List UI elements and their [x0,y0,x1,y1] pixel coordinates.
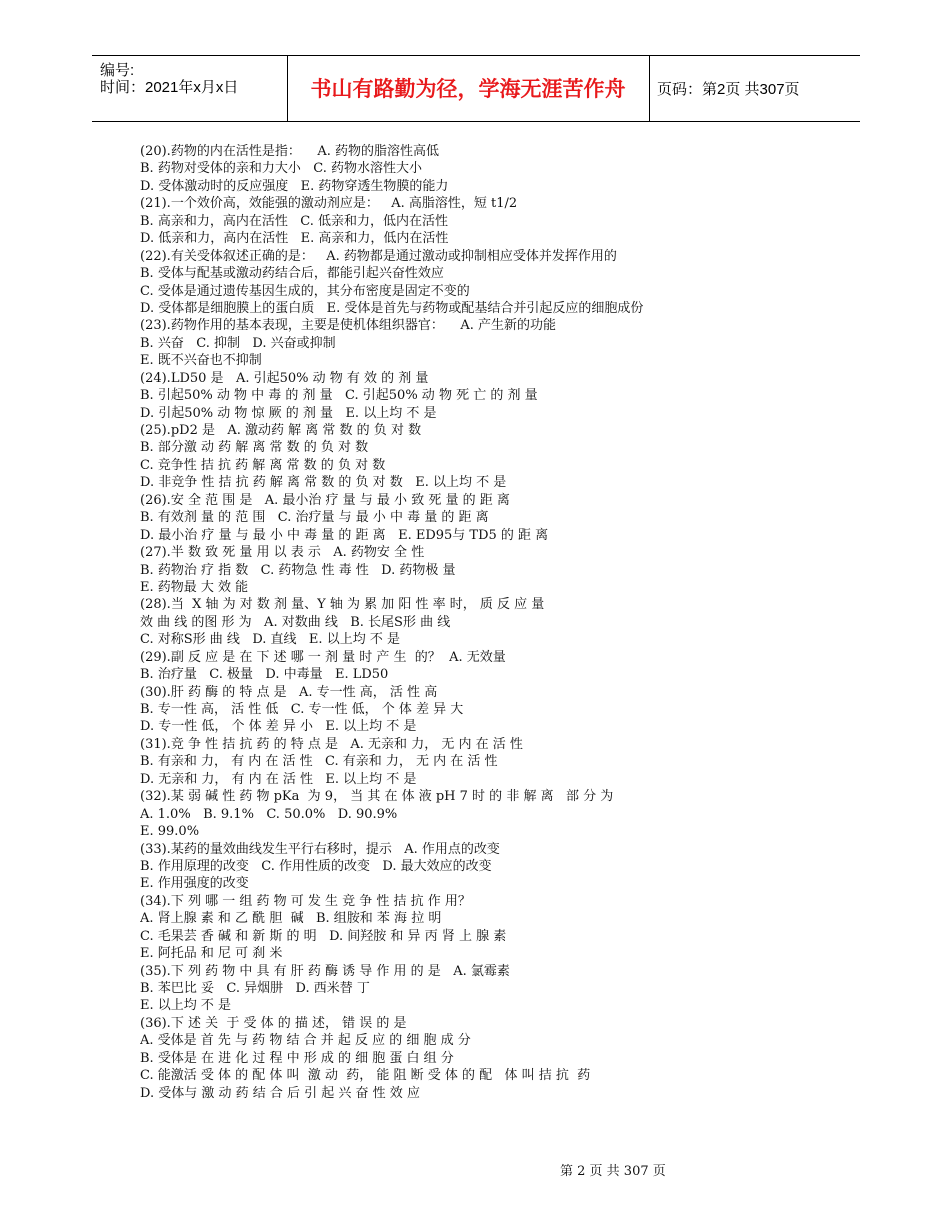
text-line: C. 毛果芸 香 碱 和 新 斯 的 明 D. 间羟胺 和 异 丙 肾 上 腺 素 [140,928,507,944]
text-line: E. 以上均 不 是 [140,998,232,1014]
text-line: (22).有关受体叙述正确的是： A. 药物都是通过激动或抑制相应受体并发挥作用的 [140,248,617,264]
header-page-label: 页码：第2页 共307页 [657,81,800,98]
text-line: B. 药物对受体的亲和力大小 C. 药物水溶性大小 [140,161,422,177]
text-line: B. 高亲和力，高内在活性 C. 低亲和力，低内在活性 [140,213,448,229]
text-line: (25).pD2 是 A. 激动药 解 离 常 数 的 负 对 数 [140,423,422,438]
text-line: C. 能激活 受 体 的 配 体 叫 激 动 药， 能 阻 断 受 体 的 配 体 叫 拮 抗 药 [140,1068,591,1084]
text-line: A. 肾上腺 素 和 乙 酰 胆 碱 B. 组胺和 苯 海 拉 明 [140,911,442,927]
header-divider-right [649,56,650,122]
text-line: B. 有亲和 力， 有 内 在 活 性 C. 有亲和 力， 无 内 在 活 性 [140,754,498,770]
text-line: A. 受体是 首 先 与 药 物 结 合 并 起 反 应 的 细 胞 成 分 [140,1033,471,1049]
text-line: D. 受体都是细胞膜上的蛋白质 E. 受体是首先与药物或配基结合并引起反应的细胞成份 [140,300,644,316]
page-footer: 第 2 页 共 307 页 [560,1164,666,1179]
text-line: D. 引起50% 动 物 惊 厥 的 剂 量 E. 以上均 不 是 [140,405,437,421]
text-line: B. 受体是 在 进 化 过 程 中 形 成 的 细 胞 蛋 白 组 分 [140,1050,454,1066]
text-line: (34).下 列 哪 一 组 药 物 可 发 生 竞 争 性 拮 抗 作 用？ [140,893,471,909]
text-line: C. 对称S形 曲 线 D. 直线 E. 以上均 不 是 [140,632,400,648]
text-line: B. 治疗量 C. 极量 D. 中毒量 E. LD50 [140,667,389,683]
text-line: (30).肝 药 酶 的 特 点 是 A. 专一性 高， 活 性 高 [140,684,438,700]
text-line: D. 最小治 疗 量 与 最 小 中 毒 量 的 距 离 E. ED95与 TD5 的 距 离 [140,527,549,543]
text-line: B. 苯巴比 妥 C. 异烟肼 D. 西米替 丁 [140,981,370,996]
text-line: (20).药物的内在活性是指： A. 药物的脂溶性高低 [140,144,440,159]
text-line: E. 阿托品 和 尼 可 刹 米 [140,946,283,962]
text-line: D. 低亲和力，高内在活性 E. 高亲和力，低内在活性 [140,231,449,247]
text-line: B. 部分激 动 药 解 离 常 数 的 负 对 数 [140,440,369,456]
text-line: (28).当 X 轴 为 对 数 剂 量、Y 轴 为 累 加 阳 性 率 时， 质 反 应 量 [140,597,545,613]
text-line: B. 有效剂 量 的 范 围 C. 治疗量 与 最 小 中 毒 量 的 距 离 [140,510,489,526]
text-line: D. 受体激动时的反应强度 E. 药物穿透生物膜的能力 [140,178,449,194]
header-time-label: 时间：2021年x月x日 [100,79,239,96]
text-line: (29).副 反 应 是 在 下 述 哪 一 剂 量 时 产 生 的？ A. 无效量 [140,649,506,665]
text-line: (24).LD50 是 A. 引起50% 动 物 有 效 的 剂 量 [140,370,429,386]
text-line: C. 竞争性 拮 抗 药 解 离 常 数 的 负 对 数 [140,457,386,473]
text-line: (26).安 全 范 围 是 A. 最小治 疗 量 与 最 小 致 死 量 的 距 离 [140,492,510,508]
text-line: B. 兴奋 C. 抑制 D. 兴奋或抑制 [140,335,336,351]
text-line: D. 受体与 激 动 药 结 合 后 引 起 兴 奋 性 效 应 [140,1085,420,1101]
header-number-label: 编号: [100,62,135,79]
header-bottom-rule [92,121,860,122]
text-line: C. 受体是通过遗传基因生成的，其分布密度是固定不变的 [140,283,470,299]
header-motto: 书山有路勤为径，学海无涯苦作舟 [310,77,626,101]
text-line: B. 引起50% 动 物 中 毒 的 剂 量 C. 引起50% 动 物 死 亡 的 剂 量 [140,388,538,404]
text-line: E. 药物最 大 效 能 [140,579,249,595]
text-line: B. 专一性 高， 活 性 低 C. 专一性 低， 个 体 差 异 大 [140,702,464,717]
header-top-rule [92,55,860,56]
text-line: (23).药物作用的基本表现，主要是使机体组织器官： A. 产生新的功能 [140,318,557,334]
text-line: E. 既不兴奋也不抑制 [140,353,262,369]
text-line: B. 受体与配基或激动药结合后，都能引起兴奋性效应 [140,266,444,282]
text-line: B. 作用原理的改变 C. 作用性质的改变 D. 最大效应的改变 [140,858,492,874]
text-line: E. 作用强度的改变 [140,876,249,892]
text-line: (21).一个效价高，效能强的激动剂应是： A. 高脂溶性，短 t1/2 [140,196,518,212]
text-line: (35).下 列 药 物 中 具 有 肝 药 酶 诱 导 作 用 的 是 A. 氯霉素 [140,963,510,979]
text-line: (33).某药的量效曲线发生平行右移时，提示 A. 作用点的改变 [140,841,500,857]
text-line: (31).竞 争 性 拮 抗 药 的 特 点 是 A. 无亲和 力， 无 内 在 活 性 [140,736,523,752]
text-line: (36).下 述 关 于 受 体 的 描 述， 错 误 的 是 [140,1015,407,1031]
text-line: 效 曲 线 的图 形 为 A. 对数曲 线 B. 长尾S形 曲 线 [140,614,451,630]
text-line: D. 专一性 低， 个 体 差 异 小 E. 以上均 不 是 [140,719,417,735]
text-line: D. 非竞争 性 拮 抗 药 解 离 常 数 的 负 对 数 E. 以上均 不 是 [140,475,507,491]
text-line: A. 1.0% B. 9.1% C. 50.0% D. 90.9% [140,806,398,822]
document-body [140,143,860,1102]
text-line: D. 无亲和 力， 有 内 在 活 性 E. 以上均 不 是 [140,771,417,787]
text-line: B. 药物治 疗 指 数 C. 药物急 性 毒 性 D. 药物极 量 [140,562,456,578]
text-line: E. 99.0% [140,824,200,840]
text-line: (27).半 数 致 死 量 用 以 表 示 A. 药物安 全 性 [140,545,425,561]
text-line: (32).某 弱 碱 性 药 物 pKa 为 9， 当 其 在 体 液 pH 7 时 的 非 解 离 部 分 为 [140,789,614,805]
